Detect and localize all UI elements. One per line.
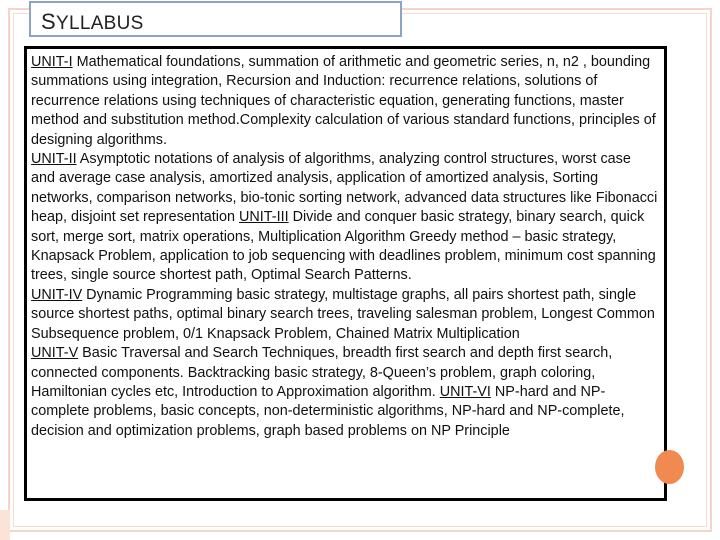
title-rest: YLLABUS — [55, 13, 144, 34]
unit-4-text: Dynamic Programming basic strategy, multistage graphs, all pairs shortest path, single source shortest paths, optimal binary search trees, traveling salesman problem, Longest Common Subsequence problem, 0/1 Knapsack Problem, Chained Matrix Multiplication — [31, 286, 655, 342]
title-box — [29, 1, 402, 37]
unit-6-text: NP-hard and NP-complete problems, basic concepts, non-deterministic algorithms, NP-hard and NP-complete, decision and optimization problems, graph based problems on NP Principle — [31, 383, 625, 439]
unit-5-label: UNIT-V — [31, 345, 79, 362]
unit-1-label: UNIT-I — [31, 54, 73, 70]
orange-circle-decoration — [655, 450, 684, 484]
page-title — [41, 9, 144, 35]
unit-5-text: Basic Traversal and Search Techniques, breadth first search and depth first search, connected components. Backtracking basic strategy, 8-Queen’s problem, graph coloring, Hamiltonian cycles etc, Introduction to Approximation algorithm. — [31, 345, 613, 400]
unit-1-text: Mathematical foundations, summation of arithmetic and geometric series, n, n2 , bounding summations using integration, Recursion and Induction: recurrence relations, solutions of recurrence relations using techniques of characteristic equation, generating functions, master method and substitution method.Complexity calculation of various standard functions, principles of designing algorithms. — [31, 54, 656, 148]
unit-2-text: Asymptotic notations of analysis of algorithms, analyzing control structures, worst case and average case analysis, amortized analysis, application of amortized analysis, Sorting networks, comparison networks, bio-tonic sorting network, advanced data structures like Fibonacci heap, disjoint set representation — [31, 151, 658, 226]
unit-4-label: UNIT-IV — [31, 286, 83, 303]
decorative-strip — [0, 510, 10, 540]
syllabus-text — [31, 53, 658, 441]
unit-3-text: Divide and conquer basic strategy, binary search, quick sort, merge sort, matrix operations, Multiplication Algorithm Greedy method – basic strategy, Knapsack Problem, application to job sequencing with deadlines problem, minimum cost spanning trees, single source shortest path, Optimal Search Patterns. — [31, 209, 656, 284]
title-initial: S — [41, 9, 56, 34]
unit-6-label: UNIT-VI — [439, 383, 491, 400]
syllabus-content-box — [24, 46, 667, 501]
unit-3-label: UNIT-III — [239, 209, 289, 226]
unit-2-label: UNIT-II — [31, 151, 77, 168]
